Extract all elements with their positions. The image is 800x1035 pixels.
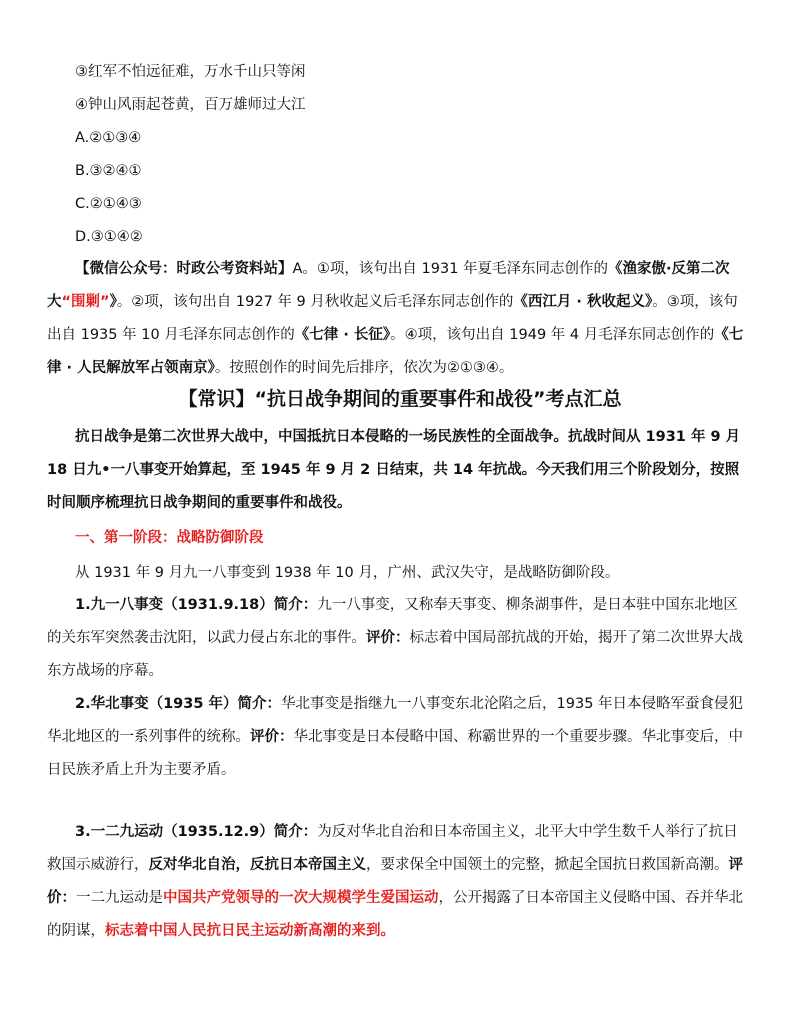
event-2: 2.华北事变（1935 年）简介：华北事变是指继九一八事变东北沦陷之后，1935 年日本侵略军蚕食侵犯华北地区的一系列事件的统称。评价：华北事变是日本侵略中国、称霸世界的一个重要步骤。华北事变后，中日民族矛盾上升为主要矛盾。 [47,696,744,778]
event-3-title: 3.一二九运动（1935.12.9）简介： [75,824,318,840]
intro-paragraph: 抗日战争是第二次世界大战中，中国抵抗日本侵略的一场民族性的全面战争。抗战时间从 1931 年 9 月 18 日九•一八事变开始算起，至 1945 年 9 月 2 日结束，共 14 年抗战。今天我们用三个阶段划分，按照时间顺序梳理抗日战争期间的重要事件和战役。 [47,429,741,511]
stage1-heading: 一、第一阶段：战略防御阶段 [75,530,264,546]
option-d: D.③①④② [75,229,143,245]
option-c: C.②①④③ [75,196,142,212]
event-1-title: 1.九一八事变（1931.9.18）简介： [75,597,318,613]
option-a: A.②①③④ [75,130,142,146]
event-1: 1.九一八事变（1931.9.18）简介：九一八事变，又称奉天事变、柳条湖事件，是日本驻中国东北地区的关东军突然袭击沈阳，以武力侵占东北的事件。评价：标志着中国局部抗战的开始，揭开了第二次世界大战东方战场的序幕。 [47,597,743,679]
answer-paragraph: 【微信公众号：时政公考资料站】A。①项，该句出自 1931 年夏毛泽东同志创作的《渔家傲·反第二次大“围剿”》。②项，该句出自 1927 年 9 月秋收起义后毛泽东同志创作的《西江月 · 秋收起义》。③项，该句出自 1935 年 10 月毛泽东同志创作的《七律 · 长征》。④项，该句出自 1949 年 4 月毛泽东同志创作的《七律 · 人民解放军占领南京》。按照创作的时间先后排序，依次为②①③④。 [47,261,744,376]
event-3: 3.一二九运动（1935.12.9）简介：为反对华北自治和日本帝国主义，北平大中学生数千人举行了抗日救国示威游行，反对华北自治，反抗日本帝国主义，要求保全中国领土的完整，掀起全国抗日救国新高潮。评价：一二九运动是中国共产党领导的一次大规模学生爱国运动，公开揭露了日本帝国主义侵略中国、吞并华北的阴谋，标志着中国人民抗日民主运动新高潮的来到。 [47,824,743,939]
stage1-desc: 从 1931 年 9 月九一八事变到 1938 年 10 月，广州、武汉失守，是战略防御阶段。 [75,565,620,581]
question-item-3: ③红军不怕远征难，万水千山只等闲 [75,64,306,80]
option-b: B.③②④① [75,163,142,179]
section-title: 【常识】“抗日战争期间的重要事件和战役”考点汇总 [178,388,622,410]
event-2-title: 2.华北事变（1935 年）简介： [75,696,282,712]
question-item-4: ④钟山风雨起苍黄，百万雄师过大江 [75,97,306,113]
answer-source: 【微信公众号：时政公考资料站】 [75,261,293,277]
